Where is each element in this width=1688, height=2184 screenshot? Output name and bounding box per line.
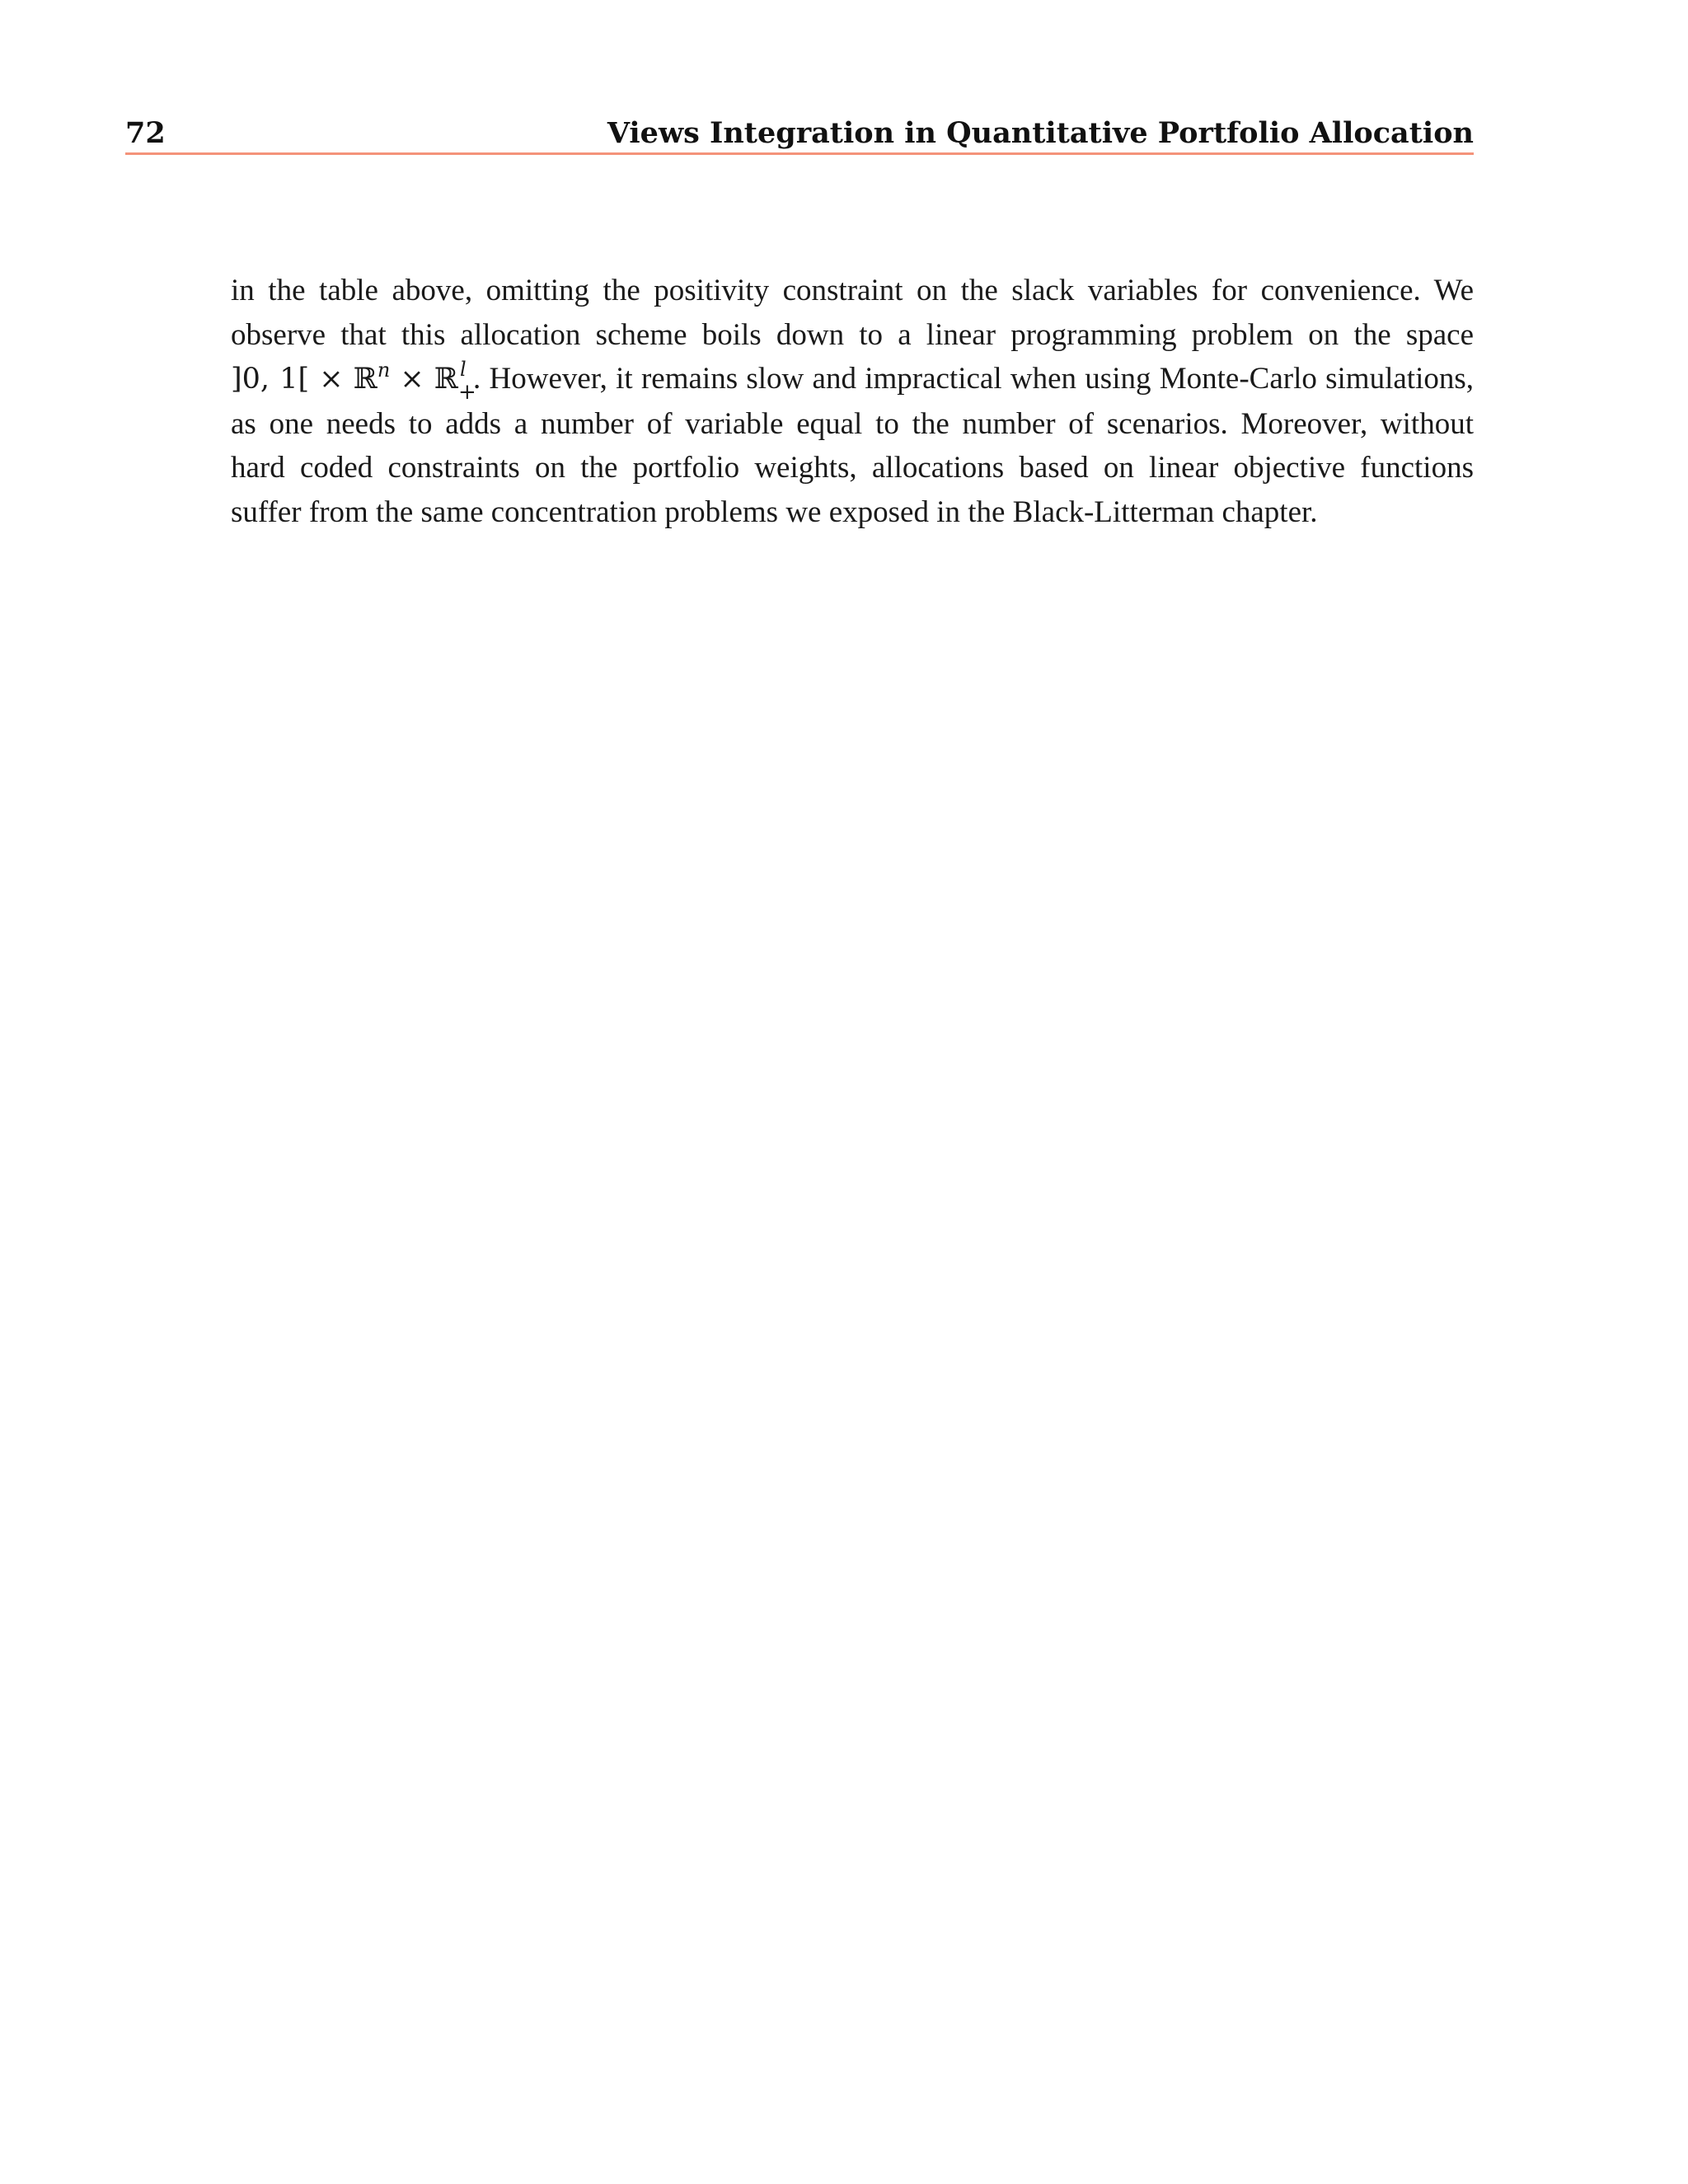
- paragraph-line-2: observe that this allocation scheme boils down to a linear programming problem on the space: [231, 317, 1474, 352]
- paragraph-line-4: as one needs to adds a number of variable equal to the number of scenarios. Moreover, without: [231, 406, 1474, 441]
- running-title: Views Integration in Quantitative Portfolio Allocation: [607, 116, 1474, 150]
- body-paragraph: [231, 269, 1474, 535]
- math-times-reals: × ℝ: [390, 363, 458, 396]
- page-number: 72: [125, 116, 166, 150]
- page-header: [125, 114, 1474, 155]
- paragraph-line-3-text: . However, it remains slow and impractical when using Monte-Carlo simulations,: [472, 362, 1474, 396]
- paragraph-line-3: [231, 357, 1474, 405]
- math-expression: [231, 358, 476, 405]
- math-supsub: [457, 358, 476, 405]
- math-sup-n: n: [377, 359, 391, 382]
- math-interval-reals: ]0, 1[ × ℝ: [231, 363, 377, 396]
- math-sub-plus: +: [457, 380, 476, 405]
- math-sup-l: l: [459, 358, 467, 382]
- paragraph-line-6: suffer from the same concentration problems we exposed in the Black-Litterman chapter.: [231, 494, 1318, 529]
- paragraph-line-1: in the table above, omitting the positivity constraint on the slack variables for convenience. We: [231, 274, 1474, 307]
- paragraph-line-5: hard coded constraints on the portfolio weights, allocations based on linear objective functions: [231, 451, 1474, 485]
